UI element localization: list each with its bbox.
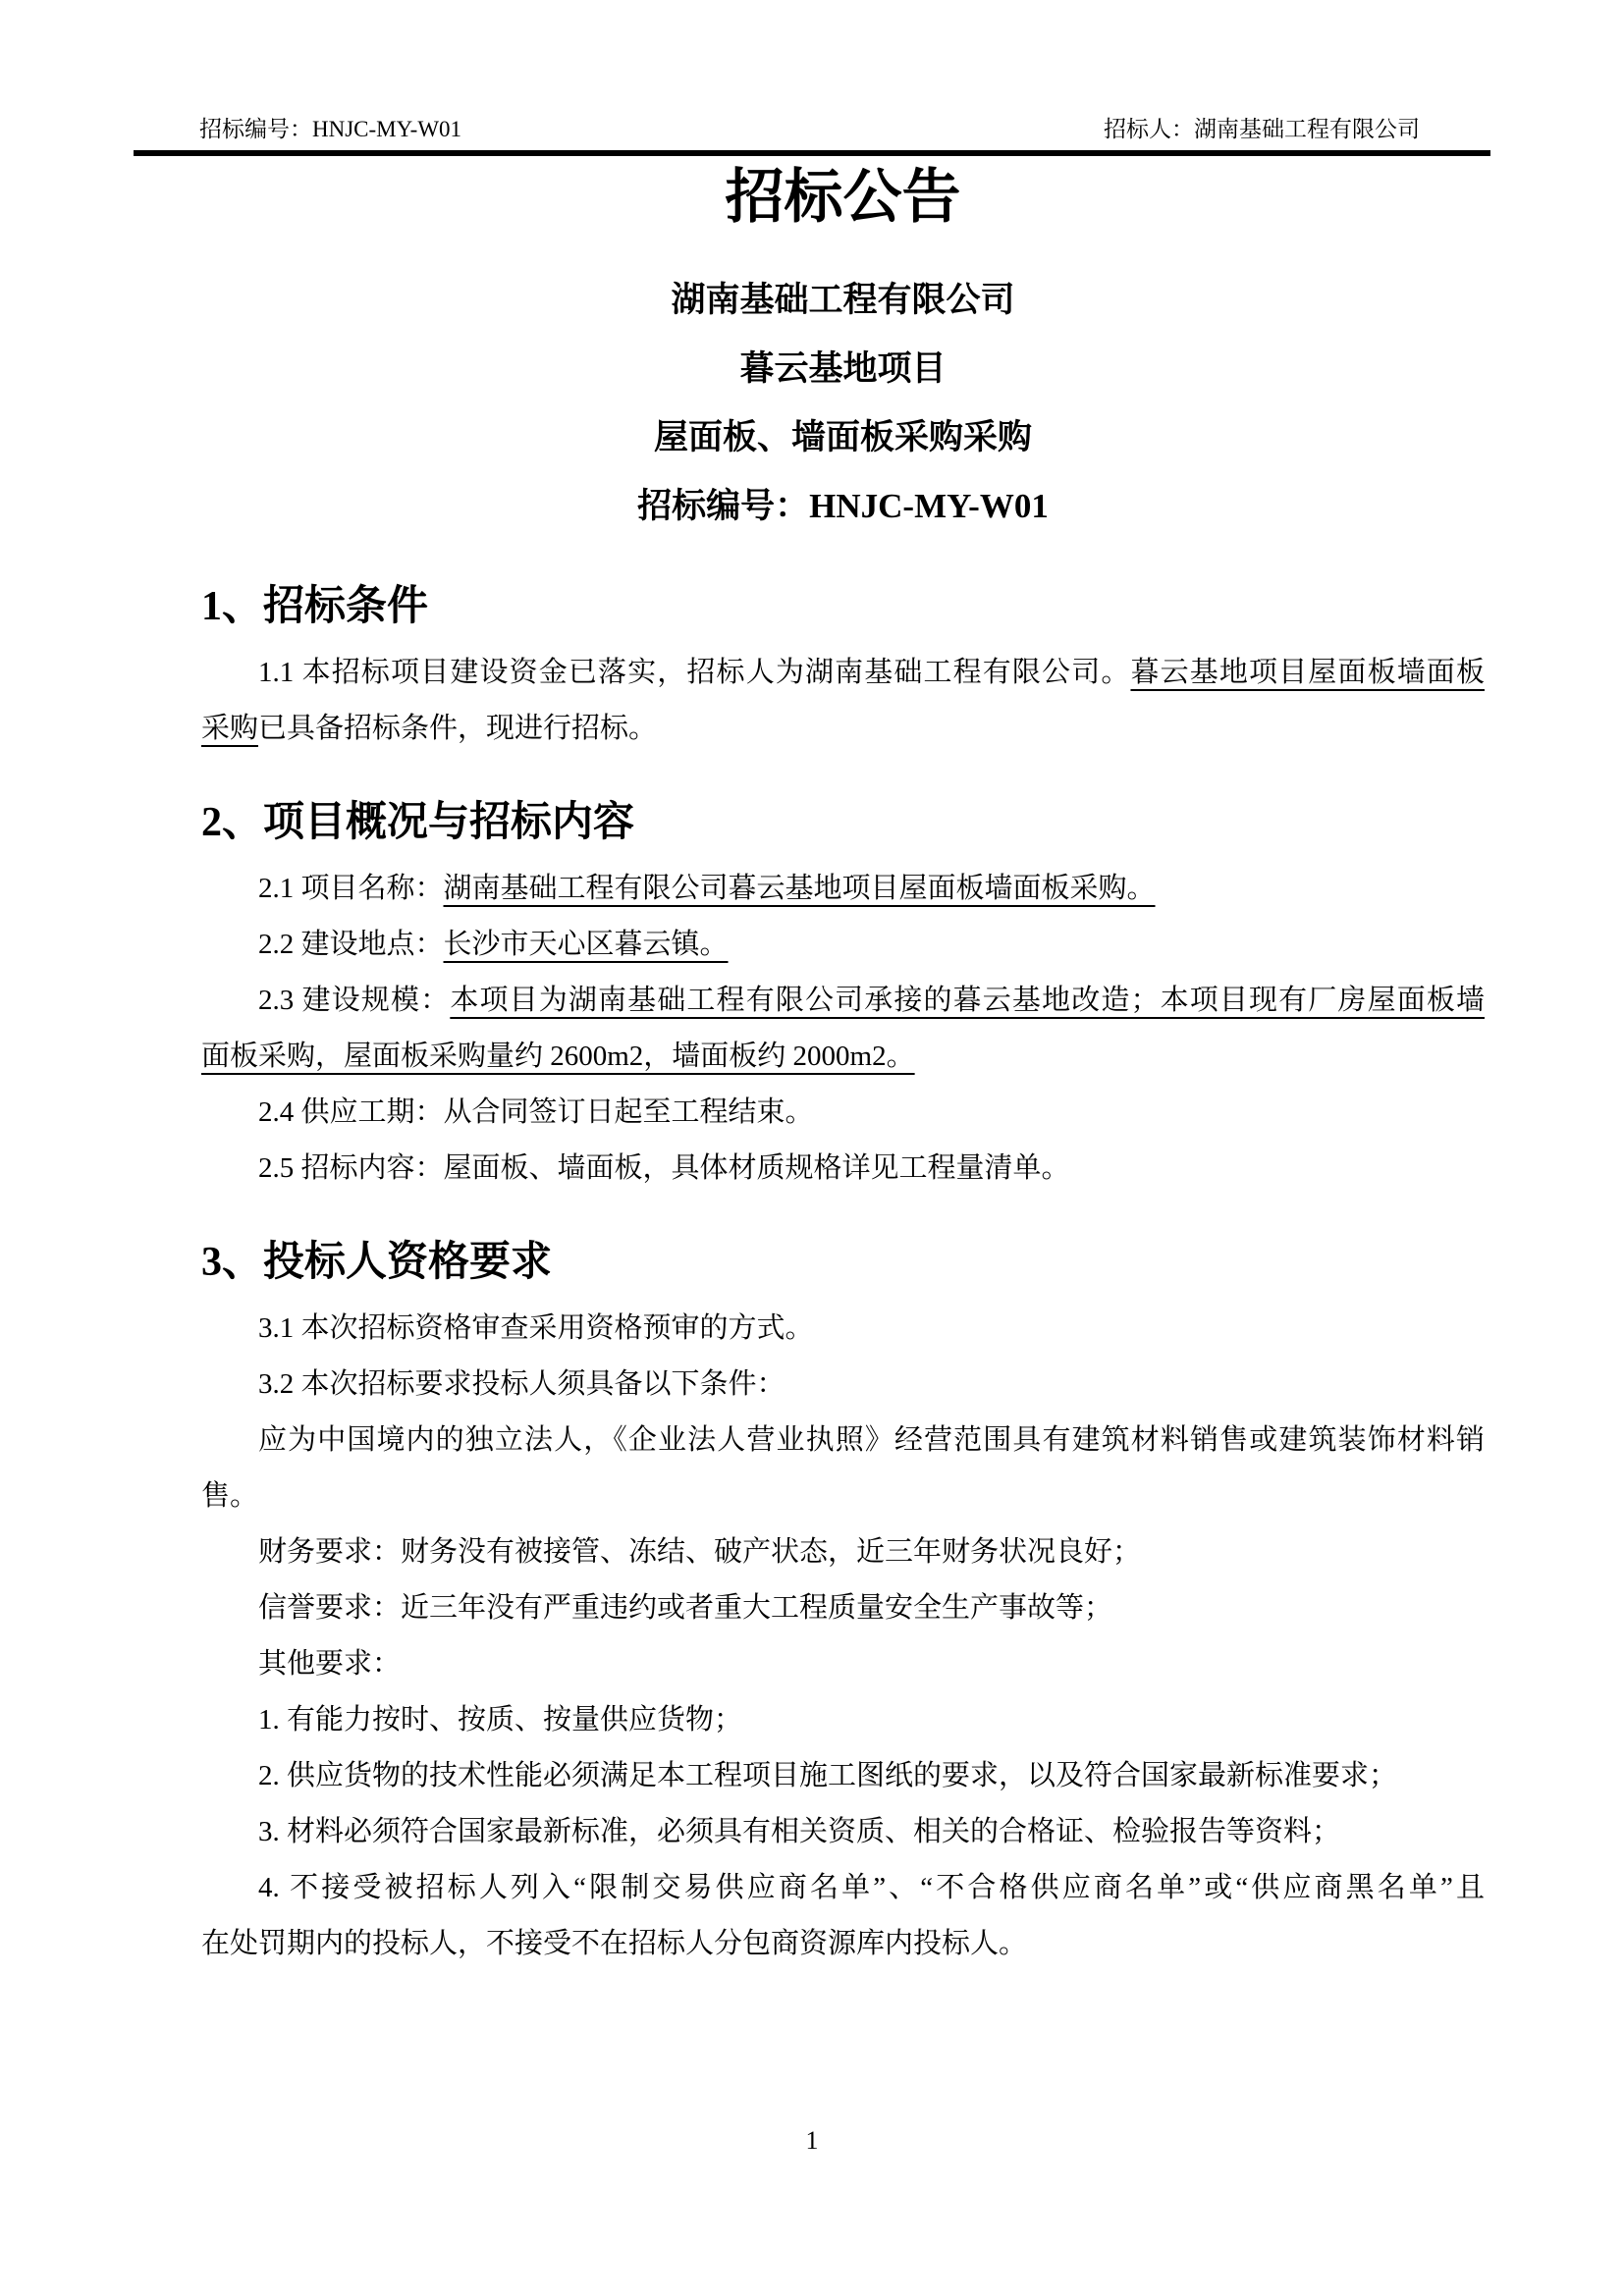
header-rule [134,150,1490,156]
paragraph-line [201,701,1485,757]
paragraph [201,1524,1485,1580]
section-heading: 3、投标人资格要求 [201,1239,553,1285]
section-1 [201,582,1485,757]
header-tender-number: 招标编号：HNJC-MY-W01 [199,117,462,141]
paragraph-line [201,1468,1485,1524]
section-heading: 1、招标条件 [201,583,429,629]
paragraph-line [201,1301,1485,1357]
paragraph [201,1804,1485,1860]
text-segment: 其他要求： [258,1647,402,1680]
text-segment: 1. 有能力按时、按质、按量供应货物； [258,1703,743,1735]
subtitle-block [201,266,1485,541]
paragraph-line [201,645,1485,701]
document-sections [201,582,1485,1972]
paragraph-line [201,1141,1485,1197]
text-segment: 应为中国境内的独立法人，《企业法人营业执照》经营范围具有建筑材料销售或建筑装饰材料销 [258,1423,1485,1456]
paragraph [201,917,1485,973]
paragraph-line [201,1357,1485,1413]
page-header [134,0,1490,144]
paragraph [201,1085,1485,1141]
text-segment: 2.1 项目名称： [258,872,444,904]
section-2 [201,798,1485,1197]
paragraph [201,1357,1485,1413]
text-segment: 4. 不接受被招标人列入“限制交易供应商名单”、“不合格供应商名单”或“供应商黑名单”且 [258,1871,1485,1903]
underlined-text: 湖南基础工程有限公司暮云基地项目屋面板墙面板采购。 [443,872,1156,904]
underlined-text: 采购 [201,712,259,744]
text-segment: 3. 材料必须符合国家最新标准，必须具有相关资质、相关的合格证、检验报告等资料； [258,1815,1341,1847]
paragraph-line [201,1860,1485,1916]
paragraph-line [201,1029,1485,1085]
underlined-text: 本项目为湖南基础工程有限公司承接的暮云基地改造；本项目现有厂房屋面板墙 [450,984,1485,1016]
paragraph [201,1301,1485,1357]
text-segment: 已具备招标条件，现进行招标。 [258,712,658,744]
text-segment: 2.2 建设地点： [258,928,444,960]
paragraph [201,861,1485,917]
paragraph-line [201,1748,1485,1804]
paragraph-line [201,1524,1485,1580]
paragraph [201,1692,1485,1748]
paragraph-line [201,1636,1485,1692]
paragraph [201,1580,1485,1636]
paragraph-line [201,973,1485,1029]
paragraph-line [201,1916,1485,1972]
paragraph-line [201,917,1485,973]
underlined-text: 面板采购，屋面板采购量约 2600m2，墙面板约 2000m2。 [201,1040,915,1072]
paragraph-line [201,1413,1485,1468]
paragraph-line [201,1580,1485,1636]
text-segment: 财务要求：财务没有被接管、冻结、破产状态，近三年财务状况良好； [258,1535,1142,1568]
text-segment: 售。 [201,1479,259,1512]
underlined-text: 暮云基地项目屋面板墙面板 [1130,656,1485,688]
paragraph-line [201,861,1485,917]
paragraph-line [201,1085,1485,1141]
paragraph [201,1636,1485,1692]
text-segment: 在处罚期内的投标人，不接受不在招标人分包商资源库内投标人。 [201,1927,1028,1959]
text-segment: 2.4 供应工期：从合同签订日起至工程结束。 [258,1095,814,1128]
subtitle-company: 湖南基础工程有限公司 [671,280,1015,319]
document-title: 招标公告 [725,164,961,230]
text-segment: 2. 供应货物的技术性能必须满足本工程项目施工图纸的要求，以及符合国家最新标准要求； [258,1759,1398,1791]
text-segment: 2.3 建设规模： [258,984,451,1016]
section-3 [201,1238,1485,1972]
text-segment: 1.1 本招标项目建设资金已落实，招标人为湖南基础工程有限公司。 [258,656,1131,688]
subtitle-tender-number: 招标编号：HNJC-MY-W01 [637,486,1049,525]
header-tenderer: 招标人：湖南基础工程有限公司 [1104,117,1420,141]
paragraph [201,1860,1485,1972]
page-number: 1 [805,2126,819,2155]
paragraph [201,973,1485,1085]
subtitle-project: 暮云基地项目 [739,348,947,388]
paragraph [201,645,1485,757]
section-heading: 2、项目概况与招标内容 [201,799,635,845]
paragraph [201,1141,1485,1197]
paragraph [201,1413,1485,1524]
text-segment: 3.1 本次招标资格审查采用资格预审的方式。 [258,1311,814,1344]
paragraph [201,1748,1485,1804]
text-segment: 信誉要求：近三年没有严重违约或者重大工程质量安全生产事故等； [258,1591,1113,1624]
paragraph-line [201,1804,1485,1860]
paragraph-line [201,1692,1485,1748]
text-segment: 2.5 招标内容：屋面板、墙面板，具体材质规格详见工程量清单。 [258,1151,1070,1184]
subtitle-procurement: 屋面板、墙面板采购采购 [653,417,1032,456]
underlined-text: 长沙市天心区暮云镇。 [443,928,729,960]
text-segment: 3.2 本次招标要求投标人须具备以下条件： [258,1367,785,1400]
